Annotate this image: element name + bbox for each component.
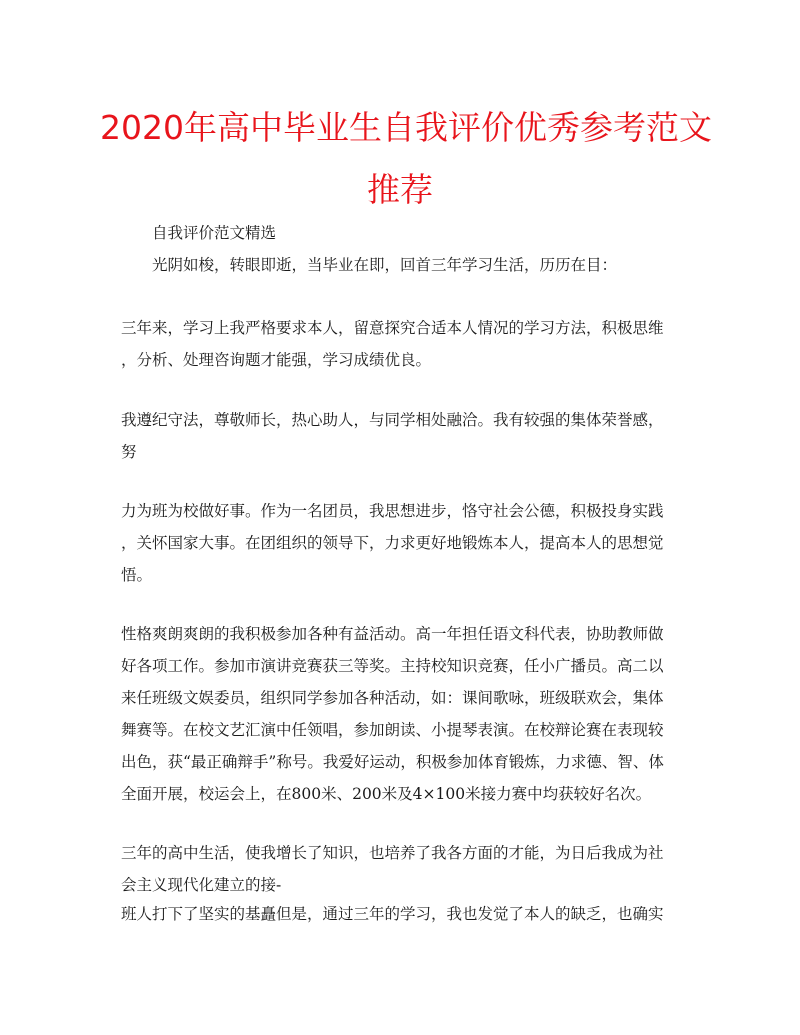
- paragraph-line: ，关怀国家大事。在团组织的领导下，力求更好地锻炼本人，提高本人的思想觉: [121, 534, 664, 552]
- paragraph-line: 会主义现代化建立的接-: [121, 876, 282, 894]
- paragraph-line: 班人打下了坚实的基矗但是，通过三年的学习，我也发觉了本人的缺乏，也确实: [121, 905, 664, 923]
- paragraph-line: 三年的高中生活，使我增长了知识，也培养了我各方面的才能，为日后我成为社: [121, 844, 664, 862]
- paragraph-line: 全面开展，校运会上，在800米、200米及4×100米接力赛中均获较好名次。: [121, 785, 652, 803]
- section-label: 自我评价范文精选: [152, 224, 277, 242]
- paragraph-line: 好各项工作。参加市演讲竞赛获三等奖。主持校知识竞赛，任小广播员。高二以: [121, 657, 664, 675]
- paragraph-line: 力为班为校做好事。作为一名团员，我思想进步，恪守社会公德，积极投身实践: [121, 502, 664, 520]
- paragraph-line: 来任班级文娱委员，组织同学参加各种活动，如：课间歌咏，班级联欢会，集体: [121, 689, 664, 707]
- document-title-line-2: 推荐: [367, 170, 433, 209]
- paragraph-line: 舞赛等。在校文艺汇演中任领唱，参加朗读、小提琴表演。在校辩论赛在表现较: [121, 721, 664, 739]
- paragraph-line: 我遵纪守法，尊敬师长，热心助人，与同学相处融洽。我有较强的集体荣誉感，: [121, 411, 664, 429]
- paragraph-line: ，分析、处理咨询题才能强，学习成绩优良。: [121, 351, 432, 369]
- paragraph-line: 出色，获“最正确辩手”称号。我爱好运动，积极参加体育锻炼，力求德、智、体: [121, 753, 664, 771]
- intro-paragraph: 光阴如梭，转眼即逝，当毕业在即，回首三年学习生活，历历在目：: [152, 256, 618, 274]
- document-title-line-1: 2020年高中毕业生自我评价优秀参考范文: [100, 108, 712, 147]
- paragraph-line: 性格爽朗爽朗的我积极参加各种有益活动。高一年担任语文科代表，协助教师做: [121, 625, 664, 643]
- paragraph-line: 努: [121, 443, 137, 461]
- paragraph-line: 三年来，学习上我严格要求本人，留意探究合适本人情况的学习方法，积极思维: [121, 319, 664, 337]
- paragraph-line: 悟。: [121, 566, 153, 584]
